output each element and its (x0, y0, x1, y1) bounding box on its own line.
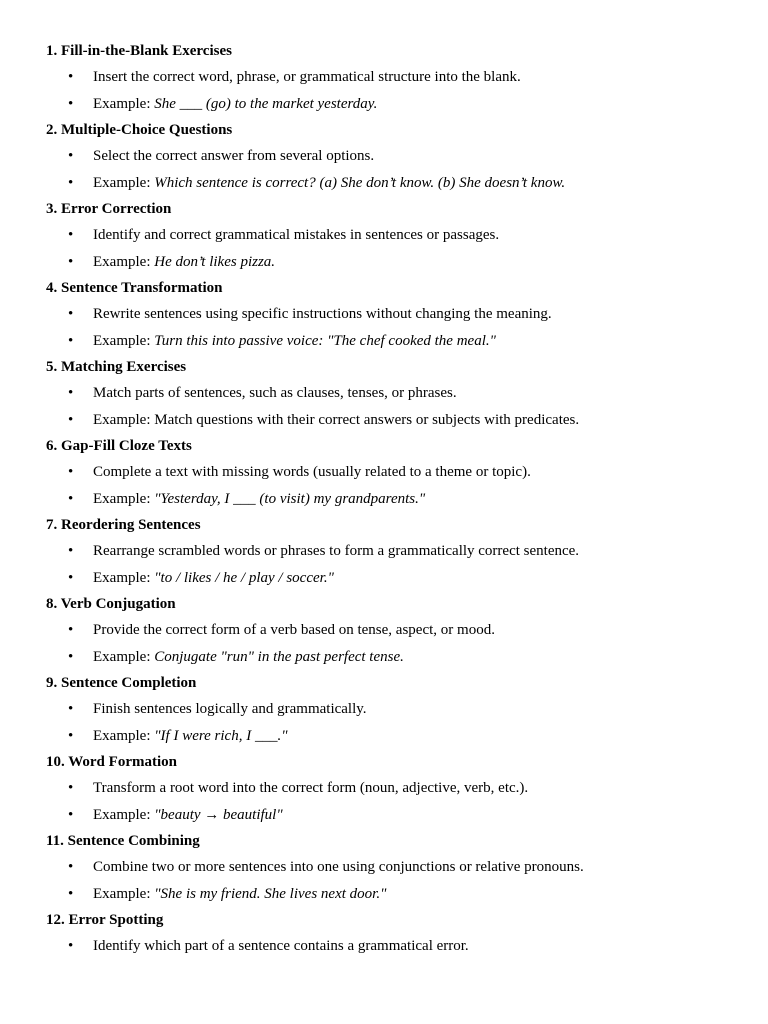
example-prefix: Example: Match questions with their correct answers or subjects with predicates. (93, 411, 580, 428)
bullet-list (46, 145, 768, 198)
bullet-icon: • (68, 490, 74, 507)
bullet-icon: • (68, 332, 74, 349)
example-text: He don’t likes pizza. (154, 253, 276, 270)
section-gap-fill-cloze (46, 435, 768, 514)
bullet-icon: • (68, 543, 74, 559)
section-title: 3. Error Correction (46, 201, 172, 217)
list-item (46, 303, 768, 330)
example-text: She ___ (go) to the market yesterday. (154, 95, 378, 112)
bullet-list (46, 461, 768, 514)
bullet-icon: • (68, 648, 74, 665)
list-item (46, 856, 768, 883)
section-title: 7. Reordering Sentences (46, 517, 201, 533)
example-text: Conjugate "run" in the past perfect tense. (154, 648, 404, 665)
section-title: 8. Verb Conjugation (46, 596, 176, 612)
section-word-formation (46, 751, 768, 830)
item-description: Combine two or more sentences into one using conjunctions or relative pronouns. (93, 859, 584, 875)
section-reordering-sentences (46, 514, 768, 593)
list-item (46, 93, 768, 120)
example-text: "to / likes / he / play / soccer." (154, 569, 334, 586)
item-description: Match parts of sentences, such as clauses, tenses, or phrases. (93, 385, 457, 401)
section-title: 2. Multiple-Choice Questions (46, 122, 233, 138)
list-item (46, 619, 768, 646)
bullet-icon: • (68, 385, 74, 401)
bullet-list (46, 66, 768, 119)
example-prefix: Example: (93, 95, 155, 112)
bullet-icon: • (68, 859, 74, 875)
bullet-list (46, 540, 768, 593)
bullet-icon: • (68, 780, 74, 796)
example-prefix: Example: (93, 253, 155, 270)
section-multiple-choice (46, 119, 768, 198)
bullet-icon: • (68, 69, 74, 85)
bullet-list (46, 698, 768, 751)
bullet-icon: • (68, 464, 74, 480)
item-description: Complete a text with missing words (usually related to a theme or topic). (93, 464, 531, 480)
example-prefix: Example: (93, 174, 155, 191)
list-item (46, 382, 768, 409)
bullet-icon: • (68, 701, 74, 717)
bullet-icon: • (68, 95, 74, 112)
item-description: Transform a root word into the correct form (noun, adjective, verb, etc.). (93, 780, 529, 796)
item-description: Identify and correct grammatical mistakes in sentences or passages. (93, 227, 500, 243)
bullet-icon: • (68, 227, 74, 243)
example-prefix: Example: (93, 806, 155, 823)
bullet-list (46, 619, 768, 672)
list-item (46, 330, 768, 357)
bullet-icon: • (68, 411, 74, 428)
section-title: 5. Matching Exercises (46, 359, 187, 375)
list-item (46, 251, 768, 278)
bullet-list (46, 224, 768, 277)
bullet-list (46, 777, 768, 830)
example-prefix: Example: (93, 648, 155, 665)
section-title: 6. Gap-Fill Cloze Texts (46, 438, 192, 454)
list-item (46, 172, 768, 199)
bullet-icon: • (68, 569, 74, 586)
example-prefix: Example: (93, 569, 155, 586)
section-title: 4. Sentence Transformation (46, 280, 223, 296)
bullet-icon: • (68, 938, 74, 954)
item-description: Rearrange scrambled words or phrases to form a grammatically correct sentence. (93, 543, 580, 559)
item-description: Rewrite sentences using specific instructions without changing the meaning. (93, 306, 552, 322)
section-title: 11. Sentence Combining (46, 833, 200, 849)
bullet-list (46, 856, 768, 909)
list-item (46, 461, 768, 488)
example-text: Turn this into passive voice: "The chef cooked the meal." (154, 332, 496, 349)
example-text: "beauty → beautiful" (154, 806, 283, 823)
bullet-icon: • (68, 622, 74, 638)
section-title: 10. Word Formation (46, 754, 177, 770)
section-sentence-transformation (46, 277, 768, 356)
list-item (46, 488, 768, 515)
item-description: Insert the correct word, phrase, or grammatical structure into the blank. (93, 69, 521, 85)
bullet-icon: • (68, 306, 74, 322)
example-text: "If I were rich, I ___." (154, 727, 288, 744)
list-item (46, 698, 768, 725)
bullet-icon: • (68, 174, 74, 191)
example-prefix: Example: (93, 332, 155, 349)
section-fill-in-the-blank (46, 40, 768, 119)
bullet-icon: • (68, 806, 74, 823)
example-prefix: Example: (93, 885, 155, 902)
list-item (46, 224, 768, 251)
example-text: "She is my friend. She lives next door." (154, 885, 387, 902)
item-description: Select the correct answer from several options. (93, 148, 375, 164)
example-prefix: Example: (93, 490, 155, 507)
list-item (46, 567, 768, 594)
list-item (46, 935, 768, 962)
section-verb-conjugation (46, 593, 768, 672)
section-sentence-completion (46, 672, 768, 751)
bullet-list (46, 935, 768, 962)
example-text: "Yesterday, I ___ (to visit) my grandparents." (154, 490, 426, 507)
list-item (46, 646, 768, 673)
list-item (46, 725, 768, 752)
bullet-icon: • (68, 727, 74, 744)
section-error-spotting (46, 909, 768, 962)
section-title: 1. Fill-in-the-Blank Exercises (46, 43, 232, 59)
example-prefix: Example: (93, 727, 155, 744)
list-item (46, 66, 768, 93)
list-item (46, 883, 768, 910)
list-item (46, 409, 768, 436)
example-text: Which sentence is correct? (a) She don’t know. (b) She doesn’t know. (154, 174, 566, 191)
bullet-icon: • (68, 253, 74, 270)
list-item (46, 145, 768, 172)
item-description: Provide the correct form of a verb based on tense, aspect, or mood. (93, 622, 495, 638)
list-item (46, 540, 768, 567)
section-title: 9. Sentence Completion (46, 675, 197, 691)
list-item (46, 777, 768, 804)
bullet-list (46, 303, 768, 356)
section-title: 12. Error Spotting (46, 912, 164, 928)
bullet-icon: • (68, 885, 74, 902)
bullet-list (46, 382, 768, 435)
item-description: Identify which part of a sentence contains a grammatical error. (93, 938, 469, 954)
item-description: Finish sentences logically and grammatically. (93, 701, 367, 717)
section-matching-exercises (46, 356, 768, 435)
list-item (46, 804, 768, 831)
section-sentence-combining (46, 830, 768, 909)
section-error-correction (46, 198, 768, 277)
bullet-icon: • (68, 148, 74, 164)
